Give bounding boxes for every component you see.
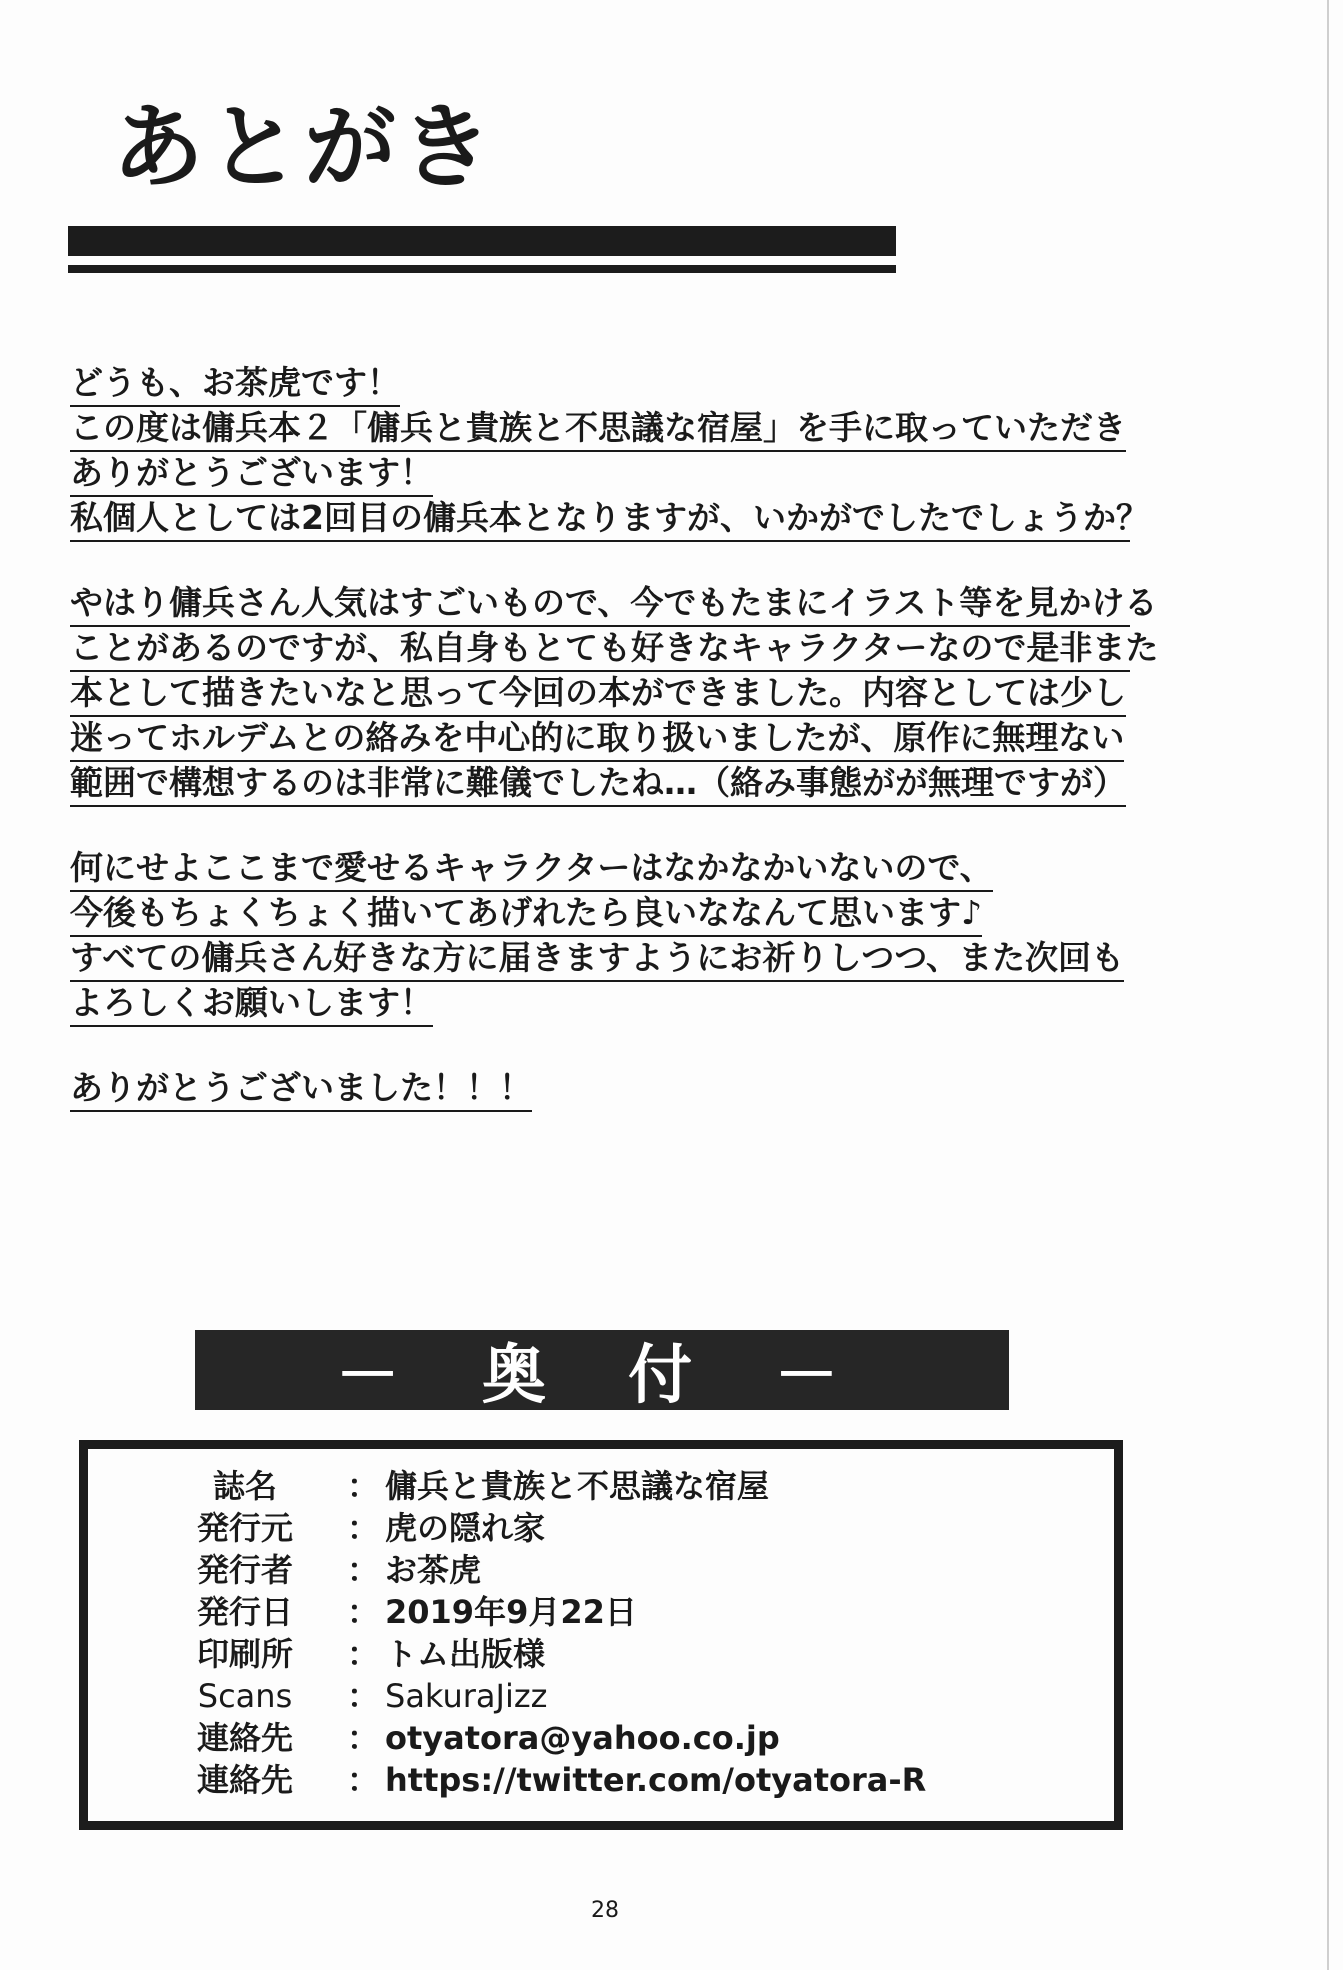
text-line: ありがとうございます！ [70, 452, 433, 497]
colophon-separator: ： [347, 1509, 380, 1547]
colophon-row-scans [190, 1675, 990, 1717]
text-line: 何にせよここまで愛せるキャラクターはなかなかいないので、 [70, 847, 993, 892]
colophon-row-issuer [190, 1549, 990, 1591]
colophon-value: お茶虎 [385, 1551, 482, 1589]
text-line: ありがとうございました！！！ [70, 1067, 532, 1112]
text-line: 範囲で構想するのは非常に難儀でしたね…（絡み事態がが無理ですが） [70, 762, 1126, 807]
colophon-separator: ： [347, 1467, 380, 1505]
text-line: すべての傭兵さん好きな方に届きますようにお祈りしつつ、また次回も [70, 937, 1124, 982]
afterword-paragraph [70, 1067, 1130, 1112]
afterword-body [70, 362, 1159, 1152]
colophon-row-date [190, 1591, 990, 1633]
colophon-separator: ： [347, 1677, 380, 1715]
colophon-row-contact-email [190, 1717, 990, 1759]
afterword-paragraph [70, 582, 1159, 807]
title-thin-rule [68, 265, 896, 273]
colophon-value: otyatora@yahoo.co.jp [385, 1719, 780, 1757]
text-line: この度は傭兵本２「傭兵と貴族と不思議な宿屋」を手に取っていただき [70, 407, 1126, 452]
colophon-label: 誌名 [212, 1467, 277, 1505]
colophon-row-publisher [190, 1507, 990, 1549]
colophon-label: 印刷所 [196, 1635, 293, 1673]
title-thick-rule [68, 226, 896, 256]
colophon-label: Scans [197, 1677, 293, 1715]
text-line: やはり傭兵さん人気はすごいもので、今でもたまにイラスト等を見かける [70, 582, 1130, 627]
colophon-row-printer [190, 1633, 990, 1675]
afterword-paragraph [70, 847, 1130, 1027]
colophon-label: 発行日 [196, 1593, 293, 1631]
colophon-separator: ： [347, 1761, 380, 1799]
colophon-value: 2019年9月22日 [385, 1593, 637, 1631]
text-line: 本として描きたいなと思って今回の本ができました。内容としては少し [70, 672, 1126, 717]
colophon-label: 発行者 [196, 1551, 293, 1589]
text-line: 今後もちょくちょく描いてあげれたら良いななんて思います♪ [70, 892, 982, 937]
text-line: ことがあるのですが、私自身もとても好きなキャラクターなので是非また [70, 627, 1130, 672]
page-number: 28 [591, 1898, 619, 1923]
text-line: 私個人としては2回目の傭兵本となりますが、いかがでしたでしょうか？ [70, 497, 1130, 542]
afterword-title: あとがき [112, 94, 497, 201]
colophon-value: SakuraJizz [385, 1677, 548, 1715]
colophon-value: https://twitter.com/otyatora-R [385, 1761, 927, 1799]
colophon-header: － 奥 付 － [195, 1330, 1009, 1410]
colophon-row-contact-twitter [190, 1759, 990, 1801]
colophon-value: トム出版様 [385, 1635, 546, 1673]
colophon-separator: ： [347, 1593, 380, 1631]
text-line: どうも、お茶虎です！ [70, 362, 400, 407]
colophon-separator: ： [347, 1719, 380, 1757]
colophon-separator: ： [347, 1551, 380, 1589]
afterword-paragraph [70, 362, 1149, 542]
colophon-label: 連絡先 [196, 1719, 293, 1757]
text-line: 迷ってホルデムとの絡みを中心的に取り扱いましたが、原作に無理ない [70, 717, 1124, 762]
colophon-label: 連絡先 [196, 1761, 293, 1799]
colophon-label: 発行元 [196, 1509, 293, 1547]
colophon-value: 虎の隠れ家 [385, 1509, 546, 1547]
colophon-separator: ： [347, 1635, 380, 1673]
colophon-row-title [190, 1465, 990, 1507]
scan-edge-line [1327, 0, 1329, 1970]
colophon-value: 傭兵と貴族と不思議な宿屋 [385, 1467, 770, 1505]
text-line: よろしくお願いします！ [70, 982, 433, 1027]
